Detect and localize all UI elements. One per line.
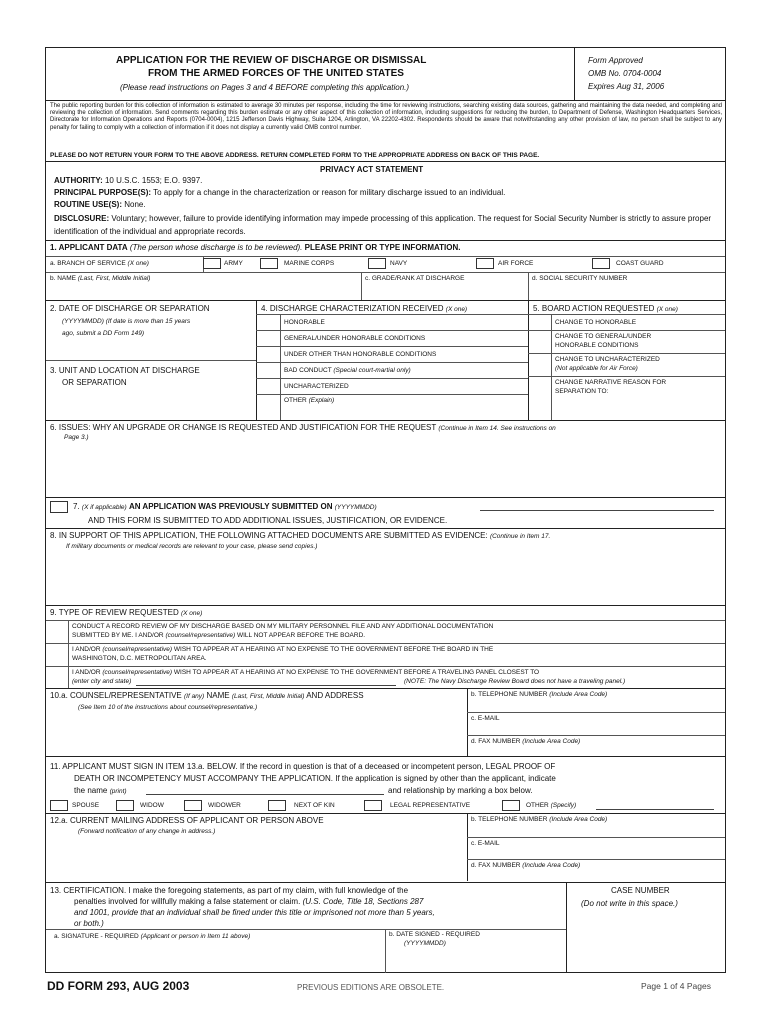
s4-opt5: UNCHARACTERIZED — [284, 383, 349, 390]
s4-opt6: OTHER — [284, 397, 307, 404]
obsolete-notice: PREVIOUS EDITIONS ARE OBSOLETE. — [297, 983, 445, 992]
page-count: Page 1 of 4 Pages — [641, 981, 711, 991]
coastguard-label: COAST GUARD — [616, 260, 664, 267]
counsel-email-field[interactable] — [468, 724, 724, 735]
grade-field[interactable] — [362, 284, 526, 300]
grade-label: c. GRADE/RANK AT DISCHARGE — [365, 275, 465, 282]
signature-field[interactable] — [47, 943, 383, 973]
s11-l3a: the name — [74, 786, 108, 795]
s7-line2: AND THIS FORM IS SUBMITTED TO ADD ADDITIONAL ISSUES, JUSTIFICATION, OR EVIDENCE. — [88, 516, 448, 525]
branch-label: a. BRANCH OF SERVICE — [50, 260, 126, 267]
form-approved: Form Approved — [588, 56, 643, 65]
s9-o3-l2b: (NOTE: The Navy Discharge Review Board does not have a traveling panel.) — [404, 678, 626, 685]
spouse-label: SPOUSE — [72, 802, 100, 809]
burden-statement: The public reporting burden for this collection of information is estimated to average 30 minutes per response, including the time for reviewing instructions, searching existing data sources, gathering and maintaining the data needed, and completing and reviewing the collection of information. Send comments regarding this burden estimate or any other aspect of this collection of information, including suggestions for reducing the burden, to Department of Defense, Washington Headquarters Services, Directorate for Information Operations and Reports (0704-0004), 1215 Jefferson Davis Highway, Suite 1204, Arlington, VA 22202-4302. Respondents should be aware that notwithstanding any other provision of law, no person shall be subject to any penalty for failing to comply with a collection of information if it does not display a currently valid OMB control number. — [50, 103, 722, 131]
s10-b-note: (Include Area Code) — [549, 691, 608, 698]
other-relationship-checkbox[interactable] — [502, 800, 520, 811]
s1-note: (The person whose discharge is to be reviewed). — [129, 243, 303, 252]
s5-opt4-l2: SEPARATION TO: — [555, 388, 609, 395]
name-note: (Last, First, Middle Initial) — [77, 275, 151, 282]
s9-label: 9. TYPE OF REVIEW REQUESTED — [50, 608, 179, 617]
widower-checkbox[interactable] — [184, 800, 202, 811]
s5-opt3-l2: (Not applicable for Air Force) — [555, 365, 638, 372]
s1-print: PLEASE PRINT OR TYPE INFORMATION. — [304, 243, 461, 252]
s10-d-note: (Include Area Code) — [522, 738, 581, 745]
purpose-label: PRINCIPAL PURPOSE(S): — [54, 188, 152, 197]
s9-o3-l1c: WISH TO APPEAR AT A HEARING AT NO EXPENSE TO THE GOVERNMENT BEFORE A TRAVELING PANEL CLOSEST TO — [173, 669, 540, 676]
s5-opt3-l1: CHANGE TO UNCHARACTERIZED — [555, 356, 660, 363]
s8-note: If military documents or medical records are relevant to your case, please send copies.) — [66, 543, 318, 550]
s5-note: (X one) — [656, 306, 678, 313]
s4-opt3: UNDER OTHER THAN HONORABLE CONDITIONS — [284, 351, 437, 358]
s7-note: (X if applicable) — [81, 504, 127, 511]
army-label: ARMY — [224, 260, 243, 267]
s13-l4: or both.) — [74, 919, 104, 928]
other-note: (Specify) — [550, 802, 577, 809]
widower-label: WIDOWER — [208, 802, 241, 809]
legal-label: LEGAL REPRESENTATIVE — [390, 802, 471, 809]
s4-note: (X one) — [445, 306, 468, 313]
case-number-label: CASE NUMBER — [611, 886, 670, 895]
change-honorable-checkbox[interactable] — [529, 315, 551, 330]
s10-label-a2-note: (Last, First, Middle Initial) — [231, 693, 305, 700]
navy-label: NAVY — [390, 260, 408, 267]
next-of-kin-checkbox[interactable] — [268, 800, 286, 811]
s12-d-note: (Include Area Code) — [522, 862, 581, 869]
s10-label-a3: AND ADDRESS — [306, 691, 364, 700]
honorable-checkbox[interactable] — [257, 315, 280, 330]
other-label: OTHER — [526, 802, 549, 809]
widow-checkbox[interactable] — [116, 800, 134, 811]
omb-number: OMB No. 0704-0004 — [588, 69, 662, 78]
bad-conduct-checkbox[interactable] — [257, 363, 280, 378]
s9-o2-l1c: WISH TO APPEAR AT A HEARING AT NO EXPENSE TO THE GOVERNMENT BEFORE THE BOARD IN THE — [173, 646, 494, 653]
s10-c: c. E-MAIL — [471, 715, 500, 722]
s9-o2-l1b: (counsel/representative) — [102, 646, 173, 653]
general-checkbox[interactable] — [257, 331, 280, 346]
s2-note-l2: ago, submit a DD Form 149) — [62, 330, 145, 337]
s10-label-a-note: (If any) — [183, 693, 205, 700]
s8-label-note: (Continue in Item 17. — [489, 533, 551, 540]
evidence-field[interactable] — [47, 554, 724, 602]
discharge-date-field[interactable] — [47, 340, 253, 360]
traveling-panel-city-field[interactable] — [136, 676, 396, 686]
form-instructions: (Please read instructions on Pages 3 and 4 BEFORE completing this application.) — [120, 83, 410, 92]
s5-opt2-l2: HONORABLE CONDITIONS — [555, 342, 639, 349]
s12-label: 12.a. CURRENT MAILING ADDRESS OF APPLICANT OR PERSON ABOVE — [50, 816, 324, 825]
issues-field[interactable] — [47, 444, 724, 496]
s12-b-note: (Include Area Code) — [549, 816, 608, 823]
army-checkbox[interactable] — [203, 258, 221, 269]
record-review-checkbox[interactable] — [47, 621, 68, 642]
s9-o1-l1: CONDUCT A RECORD REVIEW OF MY DISCHARGE BASED ON MY MILITARY PERSONNEL FILE AND ANY ADDITIONAL DOCUMENTATION — [72, 623, 494, 630]
s13-sig-note: (Applicant or person in Item 11 above) — [140, 933, 251, 940]
routine-text: None. — [124, 200, 146, 209]
applicant-phone-field[interactable] — [468, 825, 724, 837]
s10-d: d. FAX NUMBER — [471, 738, 521, 745]
unit-location-field[interactable] — [47, 390, 253, 418]
s1-label: 1. APPLICANT DATA — [50, 243, 128, 252]
widow-label: WIDOW — [140, 802, 164, 809]
dc-hearing-checkbox[interactable] — [47, 644, 68, 665]
s13-date-note: (YYYYMMDD) — [404, 940, 446, 947]
s13-sig: a. SIGNATURE - REQUIRED — [54, 933, 139, 940]
s12-b: b. TELEPHONE NUMBER — [471, 816, 548, 823]
s12-d: d. FAX NUMBER — [471, 862, 521, 869]
s9-o2-l1a: I AND/OR — [72, 646, 101, 653]
s11-l1: 11. APPLICANT MUST SIGN IN ITEM 13.a. BELOW. If the record in question is that of a deceased or incompetent person, LEGAL PROOF OF — [50, 762, 556, 771]
s7-prefix: 7. — [73, 502, 80, 511]
s9-o2-l2: WASHINGTON, D.C. METROPOLITAN AREA. — [72, 655, 207, 662]
s5-opt1: CHANGE TO HONORABLE — [555, 319, 637, 326]
disclosure-text: Voluntary; however, failure to provide identifying information may impede processing of this application. The request for Social Security Number is strictly to assure proper identification of the individual and appropriate records. — [54, 214, 712, 236]
authority-text: 10 U.S.C. 1553; E.O. 9397. — [104, 176, 203, 185]
previous-application-date-field[interactable] — [480, 501, 714, 511]
ssn-label: d. SOCIAL SECURITY NUMBER — [532, 275, 628, 282]
s4-opt4: BAD CONDUCT — [284, 367, 332, 374]
form-title-line2: FROM THE ARMED FORCES OF THE UNITED STATES — [148, 68, 404, 79]
form-frame — [45, 47, 726, 973]
form-number: DD FORM 293, AUG 2003 — [47, 979, 190, 993]
s7-date-format: (YYYYMMDD) — [334, 504, 377, 511]
branch-note: (X one) — [127, 260, 149, 267]
s13-date: b. DATE SIGNED - REQUIRED — [389, 931, 480, 938]
change-narrative-checkbox[interactable] — [529, 377, 551, 419]
s6-note-l2: Page 3.) — [64, 434, 89, 441]
s10-label-a2: NAME — [206, 691, 230, 700]
s10-b: b. TELEPHONE NUMBER — [471, 691, 548, 698]
s4-label: 4. DISCHARGE CHARACTERIZATION RECEIVED — [261, 304, 444, 313]
legal-rep-checkbox[interactable] — [364, 800, 382, 811]
authority-label: AUTHORITY: — [54, 176, 103, 185]
other-relationship-field[interactable] — [596, 800, 714, 810]
signer-name-field[interactable] — [146, 785, 384, 795]
s5-opt2-l1: CHANGE TO GENERAL/UNDER — [555, 333, 652, 340]
other-checkbox[interactable] — [257, 395, 280, 410]
change-uncharacterized-checkbox[interactable] — [529, 354, 551, 376]
airforce-label: AIR FORCE — [498, 260, 534, 267]
airforce-checkbox[interactable] — [476, 258, 494, 269]
s9-o3-l2a: (enter city and state) — [72, 678, 132, 685]
applicant-name-field[interactable] — [47, 284, 357, 300]
s4-opt6-note: (Explain) — [308, 397, 335, 404]
oth-checkbox[interactable] — [257, 347, 280, 362]
s9-o3-l1b: (counsel/representative) — [102, 669, 173, 676]
form-title-line1: APPLICATION FOR THE REVIEW OF DISCHARGE OR DISMISSAL — [116, 55, 427, 66]
s2-note-l1: (YYYYMMDD) (If date is more than 15 years — [62, 318, 191, 325]
s11-l2: DEATH OR INCOMPETENCY MUST ACCOMPANY THE APPLICATION. If the application is signed by other than the applicant, indicate — [74, 774, 556, 783]
s13-l2b: (U.S. Code, Title 18, Sections 287 — [302, 897, 424, 906]
mailing-address-field[interactable] — [47, 838, 465, 880]
s13-l3: and 1001, provide that an individual shall be fined under this title or imprisoned not more than 5 years, — [74, 908, 435, 917]
s9-o1-l2b: (counsel/representative) — [165, 632, 236, 639]
s11-l3b: (print) — [109, 788, 127, 795]
routine-label: ROUTINE USE(S): — [54, 200, 122, 209]
s10-note: (See Item 10 of the instructions about counsel/representative.) — [78, 704, 258, 711]
name-label: b. NAME — [50, 275, 77, 282]
marines-label: MARINE CORPS — [284, 260, 335, 267]
applicant-email-field[interactable] — [468, 849, 724, 859]
s9-o1-l2c: WILL NOT APPEAR BEFORE THE BOARD. — [236, 632, 366, 639]
do-not-return-notice: PLEASE DO NOT RETURN YOUR FORM TO THE ABOVE ADDRESS. RETURN COMPLETED FORM TO THE APPROPRIATE ADDRESS ON BACK OF THIS PAGE. — [50, 152, 540, 159]
s3-label-l1: 3. UNIT AND LOCATION AT DISCHARGE — [50, 366, 200, 375]
previous-application-checkbox[interactable] — [50, 501, 68, 513]
expiry-date: Expires Aug 31, 2006 — [588, 82, 665, 91]
case-number-note: (Do not write in this space.) — [581, 899, 678, 908]
s9-o3-l1a: I AND/OR — [72, 669, 101, 676]
counsel-name-address-field[interactable] — [47, 714, 465, 756]
s13-l2a: penalties involved for willfully making a false statement or claim. — [74, 897, 301, 906]
s4-opt4-note: (Special court-martial only) — [333, 367, 411, 374]
s6-note-l1: (Continue in Item 14. See instructions on — [438, 425, 556, 432]
s4-opt2: GENERAL/UNDER HONORABLE CONDITIONS — [284, 335, 426, 342]
kin-label: NEXT OF KIN — [294, 802, 335, 809]
s2-label: 2. DATE OF DISCHARGE OR SEPARATION — [50, 304, 210, 313]
change-general-checkbox[interactable] — [529, 331, 551, 353]
s4-opt1: HONORABLE — [284, 319, 325, 326]
marines-checkbox[interactable] — [260, 258, 278, 269]
s12-note: (Forward notification of any change in address.) — [78, 828, 216, 835]
s7-line1: AN APPLICATION WAS PREVIOUSLY SUBMITTED ON — [128, 502, 333, 511]
coastguard-checkbox[interactable] — [592, 258, 610, 269]
uncharacterized-checkbox[interactable] — [257, 379, 280, 394]
spouse-checkbox[interactable] — [50, 800, 68, 811]
s10-label-a: 10.a. COUNSEL/REPRESENTATIVE — [50, 691, 182, 700]
s9-note: (X one) — [181, 610, 203, 617]
date-signed-field[interactable] — [386, 950, 565, 973]
s6-label: 6. ISSUES: WHY AN UPGRADE OR CHANGE IS REQUESTED AND JUSTIFICATION FOR THE REQUEST — [50, 423, 437, 432]
ssn-field[interactable] — [529, 284, 725, 300]
s13-l1: 13. CERTIFICATION. I make the foregoing statements, as part of my claim, with full knowledge of the — [50, 886, 409, 895]
purpose-text: To apply for a change in the characterization or reason for military discharge issued to an individual. — [153, 188, 506, 197]
traveling-panel-checkbox[interactable] — [47, 667, 68, 688]
s5-label: 5. BOARD ACTION REQUESTED — [533, 304, 655, 313]
applicant-fax-field[interactable] — [468, 871, 724, 881]
privacy-title: PRIVACY ACT STATEMENT — [320, 165, 424, 174]
disclosure-label: DISCLOSURE: — [54, 214, 110, 223]
s9-o1-l2a: SUBMITTED BY ME. I AND/OR — [72, 632, 164, 639]
s5-opt4-l1: CHANGE NARRATIVE REASON FOR — [555, 379, 667, 386]
s11-l3c: and relationship by marking a box below. — [388, 786, 533, 795]
navy-checkbox[interactable] — [368, 258, 386, 269]
s8-label: 8. IN SUPPORT OF THIS APPLICATION, THE FOLLOWING ATTACHED DOCUMENTS ARE SUBMITTED AS EVIDENCE: — [50, 531, 488, 540]
counsel-phone-field[interactable] — [468, 700, 724, 712]
s3-label-l2: OR SEPARATION — [62, 378, 127, 387]
s12-c: c. E-MAIL — [471, 840, 500, 847]
